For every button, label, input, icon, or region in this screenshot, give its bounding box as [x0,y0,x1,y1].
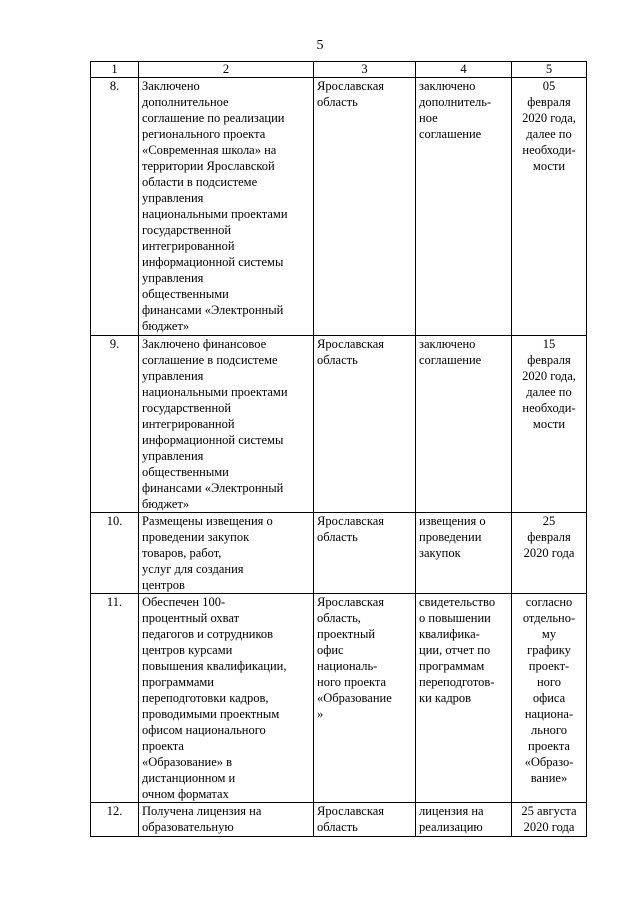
deadline-cell [512,78,587,336]
table-row [91,803,587,837]
cell-text-line: Заключено [142,79,200,93]
cell-text-line: проект- [528,659,570,673]
cell-text-line: офис [317,643,344,657]
cell-text-line: необходи- [522,143,576,157]
cell-text-line: регионального проекта [142,127,266,141]
cell-text-line: области в подсистеме [142,175,258,189]
cell-text-line: информационной системы [142,433,284,447]
cell-text-line: общественными [142,287,229,301]
cell-text-line: область [317,530,358,544]
cell-text-line: далее по [526,127,572,141]
header-col-5: 5 [512,62,587,78]
cell-text-line: дополнительное [142,95,229,109]
cell-text-line: Заключено финансовое [142,337,267,351]
deadline-cell [512,336,587,513]
row-number-cell: 9. [91,336,139,513]
cell-text-line: соглашение [419,127,482,141]
header-col-2: 2 [139,62,314,78]
deadline-cell [512,803,587,837]
cell-text-line: национа- [524,707,574,721]
cell-text-line: офисом национального [142,723,266,737]
cell-text-line: переподготовки кадров, [142,691,269,705]
cell-text-line: национальными проектами [142,385,288,399]
cell-text-line: территории Ярославской [142,159,275,173]
cell-text-line: мости [532,417,566,431]
cell-text-line: отдельно- [522,611,576,625]
cell-text-line: образовательную [142,820,234,834]
cell-text-line: заключено [419,79,476,93]
cell-text-line: соглашение по реализации [142,111,285,125]
cell-text-line: 25 [542,514,556,528]
header-col-1: 1 [91,62,139,78]
cell-text-line: льного [531,723,567,737]
row-number-cell: 11. [91,594,139,803]
table-row [91,336,587,513]
cell-text-line: бюджет» [142,319,190,333]
cell-text-line: услуг для создания [142,562,244,576]
cell-text-line: проекта [528,739,570,753]
cell-text-line: «Современная школа» на [142,143,277,157]
cell-text-line: необходи- [522,401,576,415]
cell-text-line: область [317,95,358,109]
cell-text-line: ного [536,675,561,689]
cell-text-line: управления [142,449,204,463]
cell-text-line: февраля [527,530,571,544]
cell-text-line: закупок [419,546,461,560]
row-number-cell: 12. [91,803,139,837]
header-row [91,62,587,78]
cell-text-line: ки кадров [419,691,472,705]
cell-text-line: переподготов- [419,675,495,689]
cell-text-line: извещения о [419,514,486,528]
result-cell [416,803,512,837]
responsible-cell [314,336,416,513]
cell-text-line: заключено [419,337,476,351]
cell-text-line: Размещены извещения о [142,514,273,528]
cell-text-line: соглашение в подсистеме [142,353,278,367]
row-number-cell: 8. [91,78,139,336]
cell-text-line: 2020 года [523,546,575,560]
cell-text-line: управления [142,191,204,205]
row-number-cell: 10. [91,513,139,594]
cell-text-line: общественными [142,465,229,479]
cell-text-line: процентный охват [142,611,240,625]
header-col-4: 4 [416,62,512,78]
cell-text-line: националь- [317,659,378,673]
event-cell [139,513,314,594]
table-row [91,513,587,594]
cell-text-line: ции, отчет по [419,643,491,657]
cell-text-line: бюджет» [142,497,190,511]
cell-text-line: Ярославская [317,804,385,818]
cell-text-line: интегрированной [142,417,235,431]
cell-text-line: 2020 года, [522,111,576,125]
result-cell [416,594,512,803]
plan-table [90,61,587,837]
cell-text-line: финансами «Электронный [142,481,284,495]
cell-text-line: ного проекта [317,675,387,689]
cell-text-line: проекта [142,739,184,753]
cell-text-line: товаров, работ, [142,546,222,560]
cell-text-line: Получена лицензия на [142,804,262,818]
cell-text-line: 2020 года, [522,369,576,383]
cell-text-line: проведении закупок [142,530,250,544]
cell-text-line: финансами «Электронный [142,303,284,317]
cell-text-line: 15 [542,337,556,351]
result-cell [416,513,512,594]
cell-text-line: февраля [527,353,571,367]
cell-text-line: му [541,627,557,641]
page-number: 5 [316,38,324,53]
cell-text-line: центров [142,578,185,592]
cell-text-line: программами [142,675,214,689]
cell-text-line: квалифика- [419,627,480,641]
cell-text-line: центров курсами [142,643,233,657]
cell-text-line: 05 [542,79,556,93]
cell-text-line: Обеспечен 100- [142,595,226,609]
cell-text-line: управления [142,271,204,285]
responsible-cell [314,78,416,336]
event-cell [139,336,314,513]
cell-text-line: Ярославская [317,514,385,528]
cell-text-line: офиса [532,691,566,705]
cell-text-line: о повышении [419,611,491,625]
cell-text-line: область, [317,611,361,625]
event-cell [139,78,314,336]
cell-text-line: государственной [142,401,232,415]
cell-text-line: управления [142,369,204,383]
cell-text-line: повышения квалификации, [142,659,287,673]
cell-text-line: «Образование» в [142,755,233,769]
cell-text-line: вание» [530,771,568,785]
cell-text-line: 2020 года [523,820,575,834]
cell-text-line: мости [532,159,566,173]
cell-text-line: очном форматах [142,787,229,801]
cell-text-line: проектный [317,627,376,641]
cell-text-line: согласно [525,595,573,609]
cell-text-line: 25 августа [521,804,577,818]
cell-text-line: графику [527,643,571,657]
result-cell [416,78,512,336]
cell-text-line: проводимыми проектным [142,707,280,721]
cell-text-line: Ярославская [317,337,385,351]
deadline-cell [512,513,587,594]
cell-text-line: Ярославская [317,595,385,609]
cell-text-line: ное [419,111,438,125]
cell-text-line: дистанционном и [142,771,236,785]
cell-text-line: область [317,353,358,367]
cell-text-line: проведении [419,530,482,544]
table-row [91,594,587,803]
cell-text-line: «Образо- [524,755,574,769]
result-cell [416,336,512,513]
responsible-cell [314,513,416,594]
cell-text-line: соглашение [419,353,482,367]
header-col-3: 3 [314,62,416,78]
cell-text-line: государственной [142,223,232,237]
cell-text-line: свидетельство [419,595,496,609]
cell-text-line: национальными проектами [142,207,288,221]
cell-text-line: программам [419,659,485,673]
cell-text-line: реализацию [419,820,483,834]
table-row [91,78,587,336]
cell-text-line: февраля [527,95,571,109]
cell-text-line: «Образование [317,691,392,705]
cell-text-line: педагогов и сотрудников [142,627,274,641]
cell-text-line: область [317,820,358,834]
cell-text-line: далее по [526,385,572,399]
cell-text-line: информационной системы [142,255,284,269]
cell-text-line: Ярославская [317,79,385,93]
responsible-cell [314,594,416,803]
cell-text-line: дополнитель- [419,95,492,109]
event-cell [139,594,314,803]
event-cell [139,803,314,837]
cell-text-line: интегрированной [142,239,235,253]
cell-text-line: лицензия на [419,804,484,818]
deadline-cell [512,594,587,803]
responsible-cell [314,803,416,837]
cell-text-line: » [317,707,324,721]
